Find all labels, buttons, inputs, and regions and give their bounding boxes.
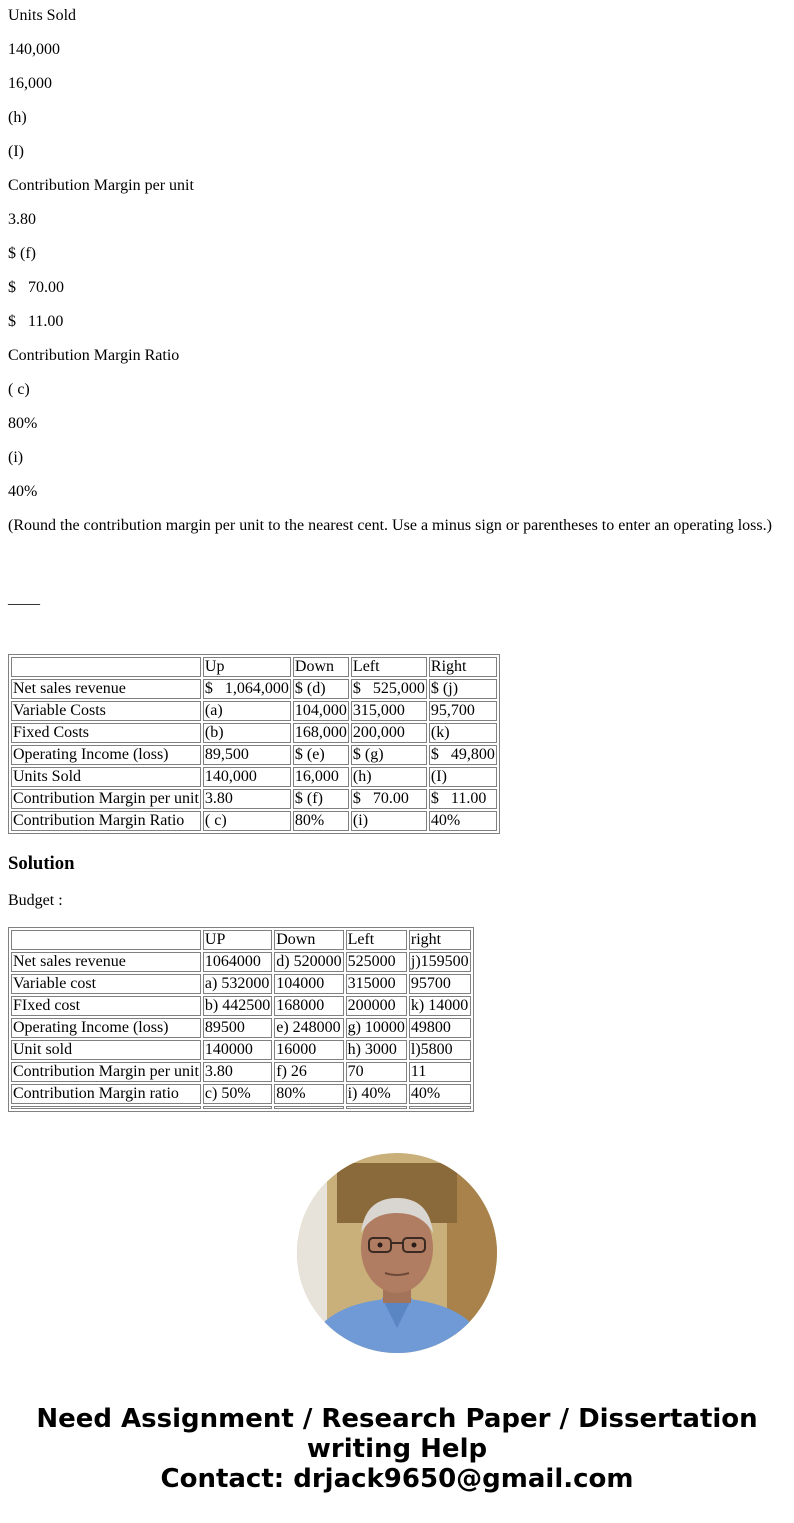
problem-table (8, 654, 500, 834)
footer-line: Need Assignment / Research Paper / Dissertation (36, 1404, 758, 1434)
table-cell: a) 532000 (203, 974, 272, 994)
table-cell: 168000 (274, 996, 343, 1016)
table-row (11, 1062, 471, 1082)
table-cell: $ (f) (293, 789, 349, 809)
solution-table (8, 927, 474, 1112)
table-header-cell: Right (429, 657, 497, 677)
table-cell: Unit sold (11, 1040, 201, 1060)
table-header-cell: Down (274, 930, 343, 950)
table-cell: k) 14000 (409, 996, 471, 1016)
text-line: 80% (8, 415, 38, 432)
table-cell: Operating Income (loss) (11, 745, 201, 765)
table-header-cell: Left (351, 657, 427, 677)
table-cell: 80% (274, 1084, 343, 1104)
solution-heading: Solution (8, 853, 75, 874)
table-cell: 315000 (346, 974, 407, 994)
table-header-row (11, 930, 471, 950)
table-cell: Variable Costs (11, 701, 201, 721)
table-row (11, 789, 497, 809)
portrait-image (297, 1153, 497, 1353)
text-line: ( c) (8, 381, 30, 398)
text-line: (I) (8, 143, 24, 160)
table-cell: 70 (346, 1062, 407, 1082)
table-header-cell: UP (203, 930, 272, 950)
table-cell: Contribution Margin per unit (13, 1063, 199, 1080)
table-cell: ( c) (203, 811, 291, 831)
text-line: 16,000 (8, 75, 52, 92)
table-cell: 3.80 (203, 1062, 272, 1082)
table-cell-empty (11, 1106, 201, 1109)
table-cell: 95,700 (429, 701, 497, 721)
table-cell: Net sales revenue (11, 679, 201, 699)
table-cell: 49800 (409, 1018, 471, 1038)
text-line: $ 11.00 (8, 313, 64, 330)
table-header-cell (11, 930, 201, 950)
table-cell: e) 248000 (274, 1018, 343, 1038)
table-cell: 89,500 (203, 745, 291, 765)
text-line: $ (f) (8, 245, 36, 262)
table-cell: 168,000 (294, 724, 347, 741)
table-cell: 40% (429, 811, 497, 831)
table-cell: 16000 (274, 1040, 343, 1060)
table-cell: c) 50% (203, 1084, 272, 1104)
table-row (11, 701, 497, 721)
table-cell: $ 70.00 (351, 789, 427, 809)
table-header-row (11, 657, 497, 677)
table-row (11, 811, 497, 831)
table-row (11, 679, 497, 699)
table-cell: 315,000 (351, 701, 427, 721)
table-cell: (h) (351, 767, 427, 787)
text-line: $ 70.00 (8, 279, 64, 296)
table-cell: 1064000 (203, 952, 272, 972)
table-cell: 16,000 (293, 767, 349, 787)
table-cell: 200,000 (351, 723, 427, 743)
table-header-cell: Down (293, 657, 349, 677)
table-cell: b) 442500 (204, 997, 271, 1014)
table-header-cell (11, 657, 201, 677)
footer-contact-email[interactable]: Contact: drjack9650@gmail.com (160, 1464, 634, 1494)
table-cell: $ 525,000 (352, 680, 425, 697)
table-cell: h) 3000 (346, 1040, 407, 1060)
table-cell: (i) (351, 811, 427, 831)
table-cell: d) 520000 (276, 953, 342, 970)
instruction-text: (Round the contribution margin per unit to the nearest cent. Use a minus sign or parentheses to enter an operating loss.) (8, 517, 772, 534)
text-line: 3.80 (8, 211, 36, 228)
table-cell: $ 49,800 (430, 746, 495, 763)
table-cell: 525000 (346, 952, 407, 972)
table-cell: $ 1,064,000 (204, 680, 289, 697)
table-cell: 104000 (274, 974, 343, 994)
table-row (11, 1018, 471, 1038)
table-cell: (b) (203, 723, 291, 743)
separator-line: ____ (8, 590, 40, 607)
table-cell: 104,000 (294, 702, 347, 719)
table-cell: 40% (409, 1084, 471, 1104)
table-cell: Contribution Margin ratio (11, 1084, 201, 1104)
table-cell: (k) (429, 723, 497, 743)
table-row-empty (11, 1106, 471, 1109)
table-cell: Fixed Costs (11, 723, 201, 743)
table-cell: j)159500 (410, 953, 469, 970)
footer-line: writing Help (306, 1434, 488, 1464)
table-row (11, 952, 471, 972)
table-cell: $ (j) (429, 679, 497, 699)
table-row (11, 1084, 471, 1104)
table-cell-empty (409, 1106, 471, 1109)
text-line: Contribution Margin per unit (8, 177, 194, 194)
table-row (11, 723, 497, 743)
table-cell: l)5800 (409, 1040, 471, 1060)
table-header-cell: right (409, 930, 471, 950)
avatar (297, 1153, 497, 1353)
table-header-cell: Left (346, 930, 407, 950)
table-cell: 3.80 (203, 789, 291, 809)
table-cell: (a) (203, 701, 291, 721)
table-cell: 140,000 (203, 767, 291, 787)
table-cell: f) 26 (274, 1062, 343, 1082)
table-header-cell: Up (203, 657, 291, 677)
table-cell: Operating Income (loss) (11, 1018, 201, 1038)
table-cell: (I) (429, 767, 497, 787)
table-cell-empty (274, 1106, 343, 1109)
footer-contact (0, 1404, 794, 1494)
table-cell: 89500 (203, 1018, 272, 1038)
table-row (11, 974, 471, 994)
table-cell: g) 10000 (347, 1019, 405, 1036)
text-line: 140,000 (8, 41, 60, 58)
text-line: Units Sold (8, 7, 77, 24)
table-cell: Contribution Margin Ratio (11, 811, 201, 831)
text-line: 40% (8, 483, 38, 500)
table-cell: 140000 (203, 1040, 272, 1060)
table-cell: 95700 (409, 974, 471, 994)
table-cell: $ (e) (293, 745, 349, 765)
table-cell: $ 11.00 (429, 789, 497, 809)
table-cell: FIxed cost (11, 996, 201, 1016)
text-line: Contribution Margin Ratio (8, 347, 180, 364)
budget-label: Budget : (8, 892, 63, 909)
table-cell: $ (g) (351, 745, 427, 765)
table-cell: 200000 (346, 996, 407, 1016)
text-line: (h) (8, 109, 27, 126)
table-cell: i) 40% (346, 1084, 407, 1104)
table-cell: 11 (409, 1062, 471, 1082)
table-cell-empty (203, 1106, 272, 1109)
table-cell-empty (346, 1106, 407, 1109)
text-line: (i) (8, 449, 24, 466)
table-row (11, 996, 471, 1016)
table-cell: $ (d) (293, 679, 349, 699)
table-cell: Variable cost (11, 974, 201, 994)
table-cell: Net sales revenue (11, 952, 201, 972)
table-cell: Units Sold (11, 767, 201, 787)
table-row (11, 745, 497, 765)
table-cell: 80% (293, 811, 349, 831)
table-row (11, 767, 497, 787)
table-row (11, 1040, 471, 1060)
table-cell: Contribution Margin per unit (13, 790, 199, 807)
